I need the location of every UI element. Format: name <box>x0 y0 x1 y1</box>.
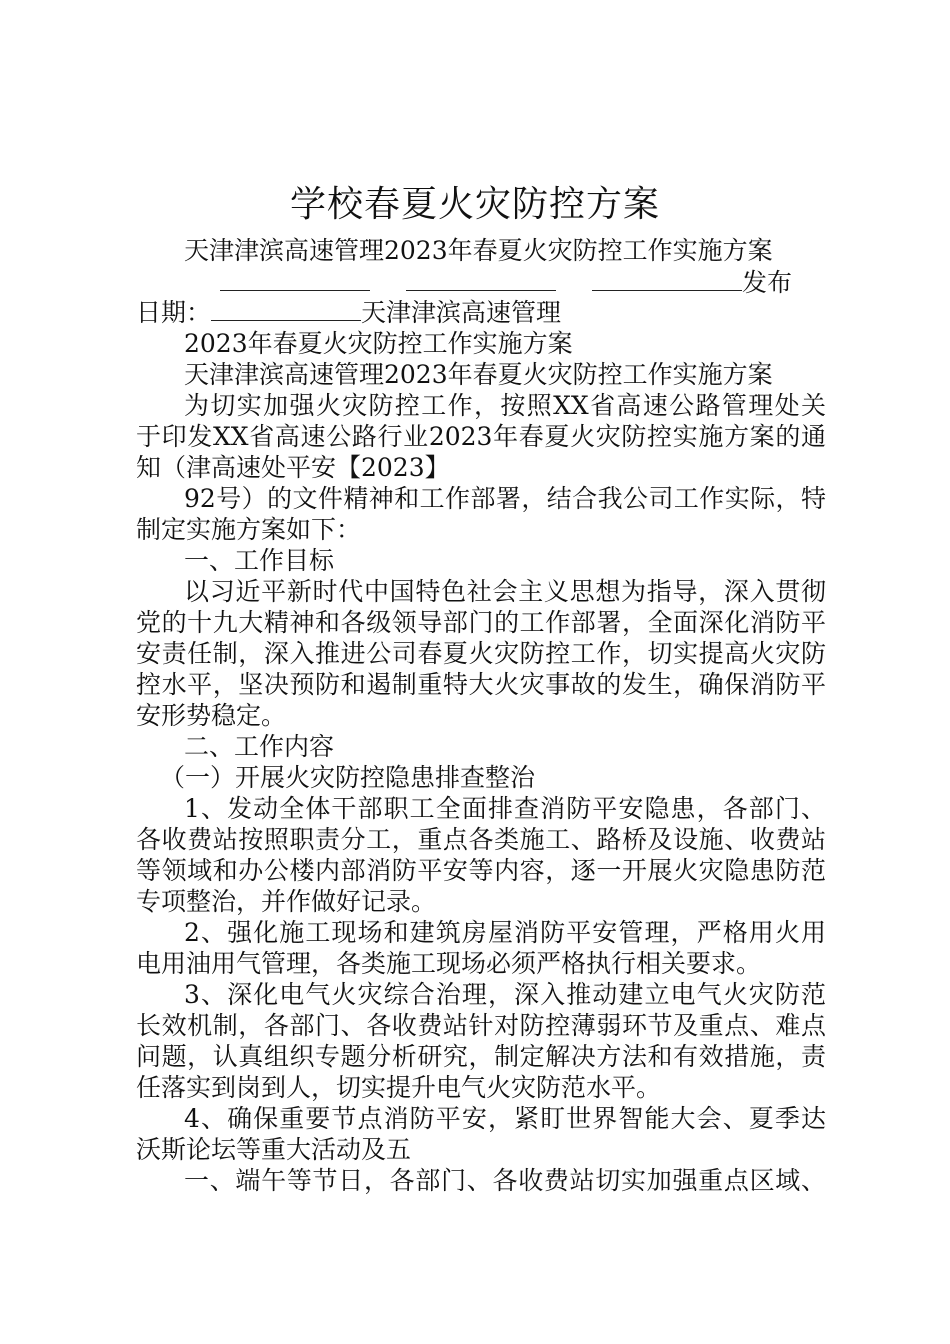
plan-title-repeat: 天津津滨高速管理2023年春夏火灾防控工作实施方案 <box>184 360 773 389</box>
paragraph-line: 专项整治，并作做好记录。 <box>136 887 437 916</box>
publish-label: 发布 <box>742 268 793 297</box>
date-label: 日期： <box>136 298 212 327</box>
paragraph-line: 知（津高速处平安【2023】 <box>136 453 450 482</box>
document-subtitle: 天津津滨高速管理2023年春夏火灾防控工作实施方案 <box>184 236 773 265</box>
paragraph-line: 2、强化施工现场和建筑房屋消防平安管理，严格用火用 <box>184 918 826 947</box>
paragraph-line: 控水平，坚决预防和遏制重特大火灾事故的发生，确保消防平 <box>136 670 826 699</box>
paragraph-line: 问题，认真组织专题分析研究，制定解决方法和有效措施，责 <box>136 1042 826 1071</box>
date-blank <box>211 300 361 321</box>
subsection-heading: （一）开展火灾防控隐患排查整治 <box>160 763 536 792</box>
blank-field <box>406 270 556 291</box>
paragraph-line: 任落实到岗到人，切实提升电气火灾防范水平。 <box>136 1073 662 1102</box>
paragraph-line: 长效机制，各部门、各收费站针对防控薄弱环节及重点、难点 <box>136 1011 826 1040</box>
paragraph-line: 各收费站按照职责分工，重点各类施工、路桥及设施、收费站 <box>136 825 826 854</box>
org-name: 天津津滨高速管理 <box>361 298 562 327</box>
paragraph-line: 以习近平新时代中国特色社会主义思想为指导，深入贯彻 <box>184 577 826 606</box>
paragraph-line: 为切实加强火灾防控工作，按照XX省高速公路管理处关 <box>184 391 826 420</box>
date-line <box>136 296 826 330</box>
paragraph-line: 92号）的文件精神和工作部署，结合我公司工作实际，特 <box>184 484 826 513</box>
publish-line <box>220 266 840 300</box>
section-heading: 一、工作目标 <box>184 546 335 575</box>
paragraph-line: 沃斯论坛等重大活动及五 <box>136 1135 412 1164</box>
paragraph-line: 4、确保重要节点消防平安，紧盯世界智能大会、夏季达 <box>184 1104 826 1133</box>
blank-field <box>220 270 370 291</box>
paragraph-line: 一、端午等节日，各部门、各收费站切实加强重点区域、 <box>184 1166 826 1195</box>
blank-field <box>592 270 742 291</box>
document-title: 学校春夏火灾防控方案 <box>289 184 660 225</box>
plan-title: 2023年春夏火灾防控工作实施方案 <box>184 329 573 358</box>
paragraph-line: 1、发动全体干部职工全面排查消防平安隐患，各部门、 <box>184 794 826 823</box>
paragraph-line: 于印发XX省高速公路行业2023年春夏火灾防控实施方案的通 <box>136 422 826 451</box>
paragraph-line: 制定实施方案如下： <box>136 515 362 544</box>
section-heading: 二、工作内容 <box>184 732 335 761</box>
paragraph-line: 电用油用气管理，各类施工现场必须严格执行相关要求。 <box>136 949 762 978</box>
paragraph-line: 安形势稳定。 <box>136 701 287 730</box>
paragraph-line: 3、深化电气火灾综合治理，深入推动建立电气火灾防范 <box>184 980 826 1009</box>
paragraph-line: 党的十九大精神和各级领导部门的工作部署，全面深化消防平 <box>136 608 826 637</box>
paragraph-line: 安责任制，深入推进公司春夏火灾防控工作，切实提高火灾防 <box>136 639 826 668</box>
paragraph-line: 等领域和办公楼内部消防平安等内容，逐一开展火灾隐患防范 <box>136 856 826 885</box>
